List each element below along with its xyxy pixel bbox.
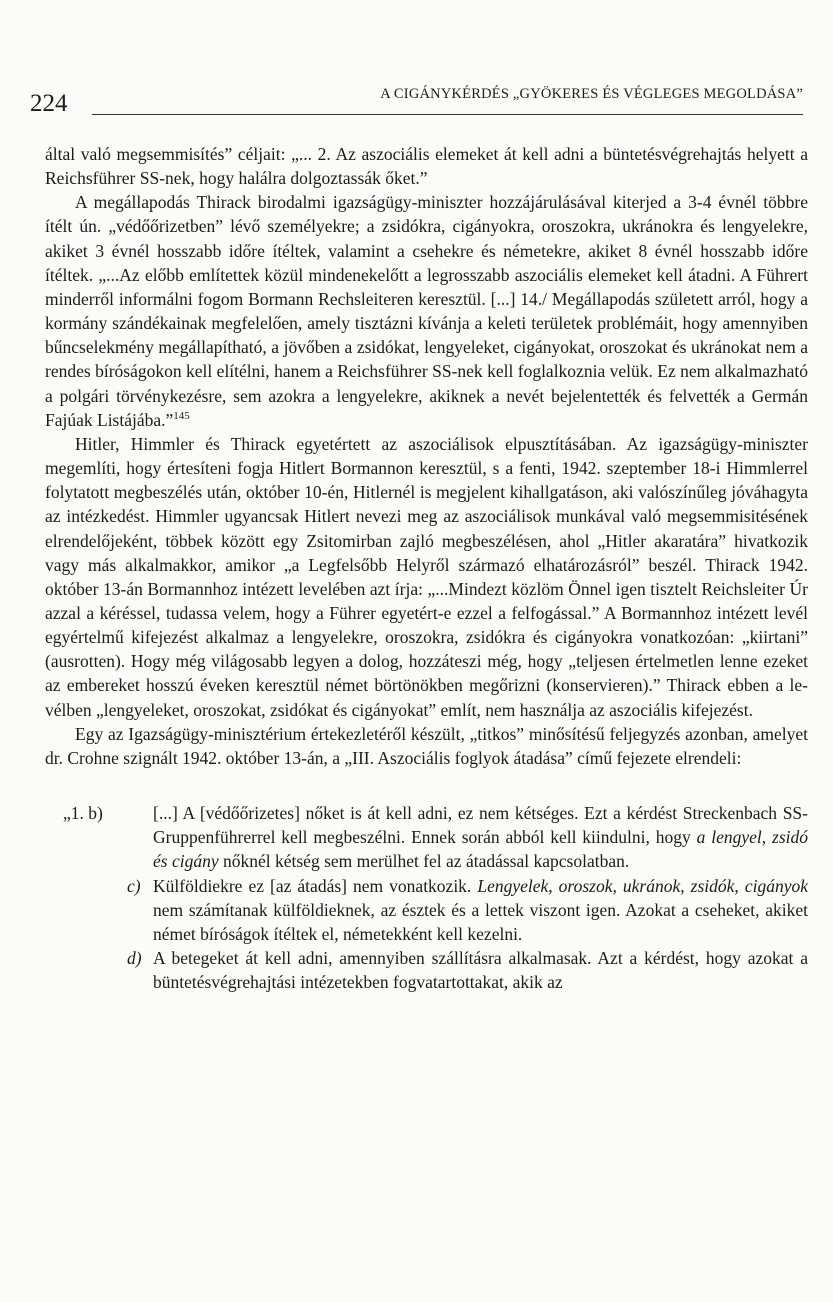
header-rule	[92, 114, 803, 115]
paragraph-2	[45, 190, 808, 432]
page-header	[30, 78, 803, 122]
block-quote	[45, 801, 808, 994]
footnote-ref: 145	[173, 409, 190, 422]
quote-item-d-text: A betegeket át kell adni, amennyiben szállításra alkalmasak. Azt a kérdést, hogy azokat a büntetésvégrehajtási intézetekben fogvatartottakat, akik az	[153, 948, 808, 993]
quote-item-b-text-end: nőknél kétség sem merülhet fel az átadással kapcsolatban.	[218, 851, 630, 872]
quote-item-d	[45, 946, 808, 994]
paragraph-2-text: A megállapodás Thirack birodalmi igazságügy-miniszter hozzájárulásával kiterjed a 3-4 évnél többre ítélt ún. „védőőrizetben” lévő személyekre; a zsidókra, cigányokra, oroszokra, ukránokra és lengyelekre, akiket 3 évnél hosszabb időre ítéltek, valamint a csehekre és németekre, akiket 8 évnél hosszabb időre ítéltek. „...Az előbb említettek közül mindenekelőtt a legrosszabb aszociális elemeket kell átadni. A Führert minderről informálni fogom Bormann Rechsleiteren keresztül. [...] 14./ Megállapodás született arról, hogy a kormány szándékainak megfelelően, amely tisztázni kívánja a keleti területek problémáit, hogy amennyiben bűncselekmény megállapítható, a jövőben a zsidókat, lengyeleket, cigányokat, oroszokat és ukránokat nem a rendes bíróságokon kell elítélni, hanem a Reichsführer SS-nek kell foglalkoznia velük. Ez nem alkalmazható a polgári törvénykezésre, sem azokra a lengyelekre, akiknek a nevét bejelentették és felvették a Germán Fajúak Listájába.”	[45, 192, 808, 430]
quote-item-c-emphasis: Lengyelek, oroszok, ukránok, zsidók, cigányok	[477, 875, 808, 896]
quote-item-c-text: Külföldiekre ez [az átadás] nem vonatkozik.	[153, 875, 478, 896]
paragraph-3: Hitler, Himmler és Thirack egyetértett az aszociálisok elpusztításában. Az igazságügy-miniszter megemlíti, hogy értesíteni fogja Hitlert Bormannon keresztül, s a fenti, 1942. szeptember 18-i Himmlerrel folytatott megbeszélés után, október 10-én, Hitlernél is megjelent kihallgatáson, aki valószínűleg jóváhagyta az intézkedést. Himmler ugyancsak Hitlert nevezi meg az aszociálisok munkával való megsemmisitésének elrendelőjeként, többek között egy Zsitomirban zajló megbeszélésen, ahol „Hitler akaratára” hivatkozik vagy más alkalmakkor, amikor „a Legfelsőbb Helyről származó elhatározásról” beszél. Thirack 1942. október 13-án Bormannhoz intézett levelében azt írja: „...Mindezt közlöm Önnel igen tisztelt Reichsleiter Úr azzal a kéréssel, tudassa velem, hogy a Führer egyetért-e ezzel a felfogással.” A Bormannhoz intézett levél egyértelmű kifejezést alkalmaz a lengyelekre, oroszokra, zsidókra és cigányokra vonatkozóan: „kiirtani” (ausrotten). Hogy még világosabb legyen a dolog, hozzáteszi még, hogy „teljesen értelmetlen lenne ezeket az embereket hosszú éveken keresztül német börtönökben megőrizni (konservieren).” Thirack ebben a levélben „lengyeleket, oroszokat, zsidókat és cigányokat” említ, nem használja az aszociális kifejezést.	[45, 433, 808, 720]
quote-item-c-text-end: nem számítanak külföldieknek, az észtek és a lettek viszont igen. Azokat a cseheket, akiket német bíróságok ítéltek el, németekként kell kezelni.	[153, 899, 808, 944]
quote-item-b	[45, 801, 808, 873]
running-title: A CIGÁNYKÉRDÉS „GYÖKERES ÉS VÉGLEGES MEGOLDÁSA”	[380, 86, 803, 102]
quote-item-b-label: „1. b)	[63, 803, 103, 824]
paragraph-4: Egy az Igazságügy-minisztérium értekezletéről készült, „titkos” minősítésű feljegyzés azonban, amelyet dr. Crohne szignált 1942. október 13-án, a „III. Aszociális foglyok átadása” című fejezete elrendeli:	[45, 723, 808, 768]
quote-item-b-text: [...] A [védőőrizetes] nőket is át kell adni, ez nem kétséges. Ezt a kérdést Streckenbach SS-Gruppenführerrel kell megbeszélni. Ennek során abból kell kiindulni, hogy	[153, 803, 808, 848]
body-text	[45, 142, 808, 994]
quote-item-d-label: d)	[127, 948, 142, 968]
paragraph-1: által való megsemmisítés” céljait: „... 2. Az aszociális elemeket át kell adni a büntetésvégrehajtás helyett a Reichsführer SS-nek, hogy halálra dolgoztassák őket.”	[45, 144, 808, 189]
quote-item-c-label: c)	[127, 875, 141, 896]
page-number: 224	[30, 90, 68, 117]
quote-item-c	[45, 874, 808, 946]
quote-item-b-emphasis: a lengyel, zsidó és cigány	[153, 827, 808, 872]
